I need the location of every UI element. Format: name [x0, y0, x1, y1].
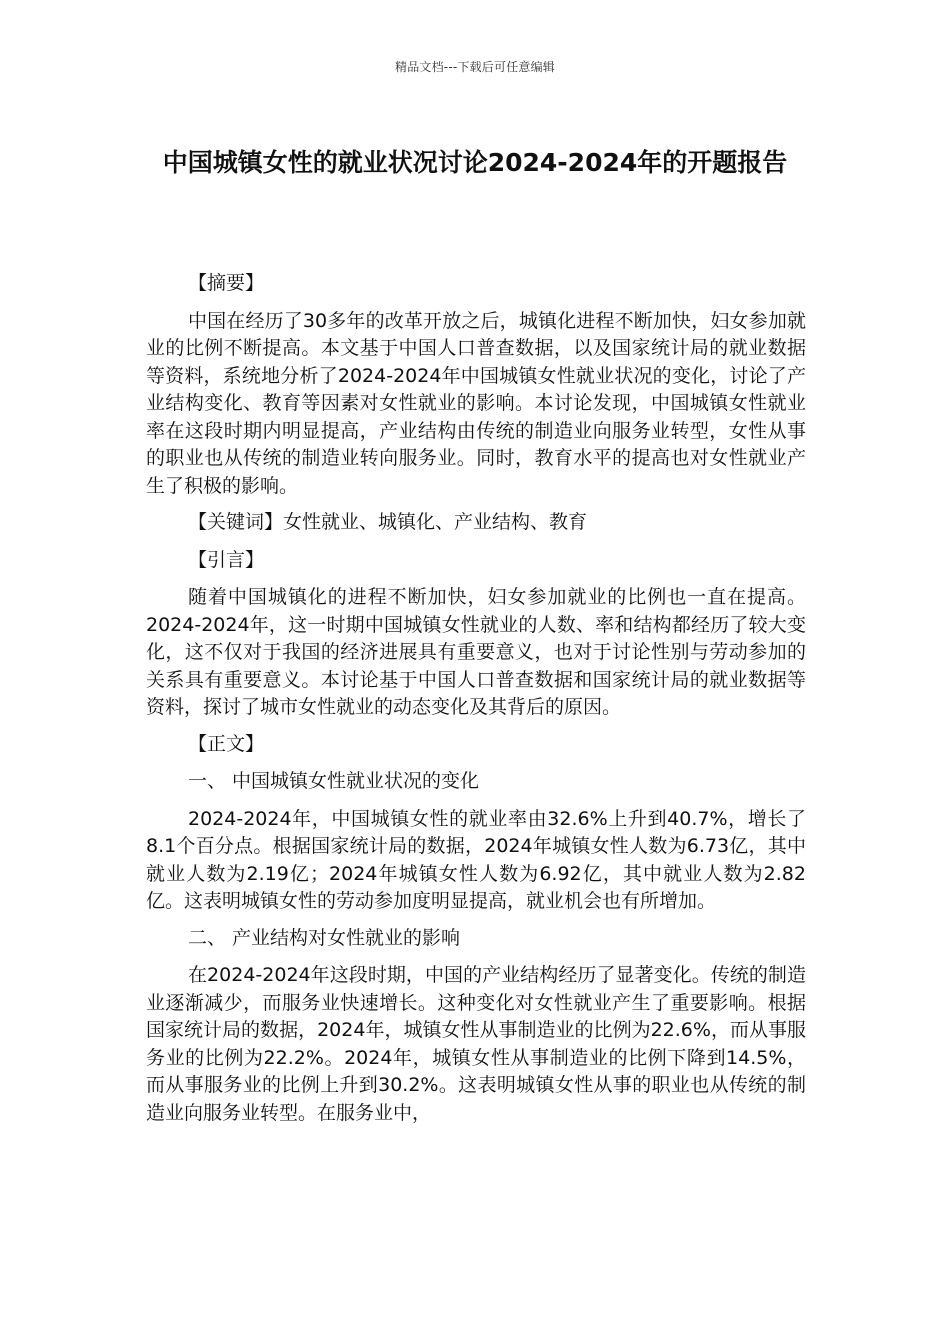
abstract-heading: 【摘要】	[188, 272, 265, 294]
document-title: 中国城镇女性的就业状况讨论2024-2024年的开题报告	[162, 148, 788, 177]
main-heading: 【正文】	[188, 732, 265, 755]
abstract-paragraph: 中国在经历了30多年的改革开放之后，城镇化进程不断加快，妇女参加就业的比例不断提高。本文基于中国人口普查数据，以及国家统计局的就业数据等资料，系统地分析了2024-2024年中国城镇女性就业状况的变化，讨论了产业结构变化、教育等因素对女性就业的影响。本讨论发现，中国城镇女性就业率在这段时期内明显提高，产业结构由传统的制造业向服务业转型，女性从事的职业也从传统的制造业转向服务业。同时，教育水平的提高也对女性就业产生了积极的影响。	[146, 309, 806, 497]
section-1-heading: 一、 中国城镇女性就业状况的变化	[188, 770, 480, 792]
intro-heading: 【引言】	[188, 548, 265, 571]
section-2-paragraph: 在2024-2024年这段时期，中国的产业结构经历了显著变化。传统的制造业逐渐减少，而服务业快速增长。这种变化对女性就业产生了重要影响。根据国家统计局的数据，2024年，城镇女性从事制造业的比例为22.6%，而从事服务业的比例为22.2%。2024年，城镇女性从事制造业的比例下降到14.5%，而从事服务业的比例上升到30.2%。这表明城镇女性从事的职业也从传统的制造业向服务业转型。在服务业中，	[146, 964, 806, 1124]
keywords-line: 【关键词】女性就业、城镇化、产业结构、教育	[188, 511, 588, 533]
document-body	[146, 270, 806, 1136]
intro-paragraph: 随着中国城镇化的进程不断加快，妇女参加就业的比例也一直在提高。2024-2024年，这一时期中国城镇女性就业的人数、率和结构都经历了较大变化，这不仅对于我国的经济进展具有重要意义，也对于讨论性别与劳动参加的关系具有重要意义。本讨论基于中国人口普查数据和国家统计局的就业数据等资料，探讨了城市女性就业的动态变化及其背后的原因。	[146, 586, 806, 718]
section-1-paragraph: 2024-2024年，中国城镇女性的就业率由32.6%上升到40.7%，增长了8.1个百分点。根据国家统计局的数据，2024年城镇女性人数为6.73亿，其中就业人数为2.19亿；2024年城镇女性人数为6.92亿，其中就业人数为2.82亿。这表明城镇女性的劳动参加度明显提高，就业机会也有所增加。	[146, 807, 806, 912]
section-2-heading: 二、 产业结构对女性就业的影响	[188, 926, 461, 949]
header-note: 精品文档---下载后可任意编辑	[395, 60, 555, 74]
